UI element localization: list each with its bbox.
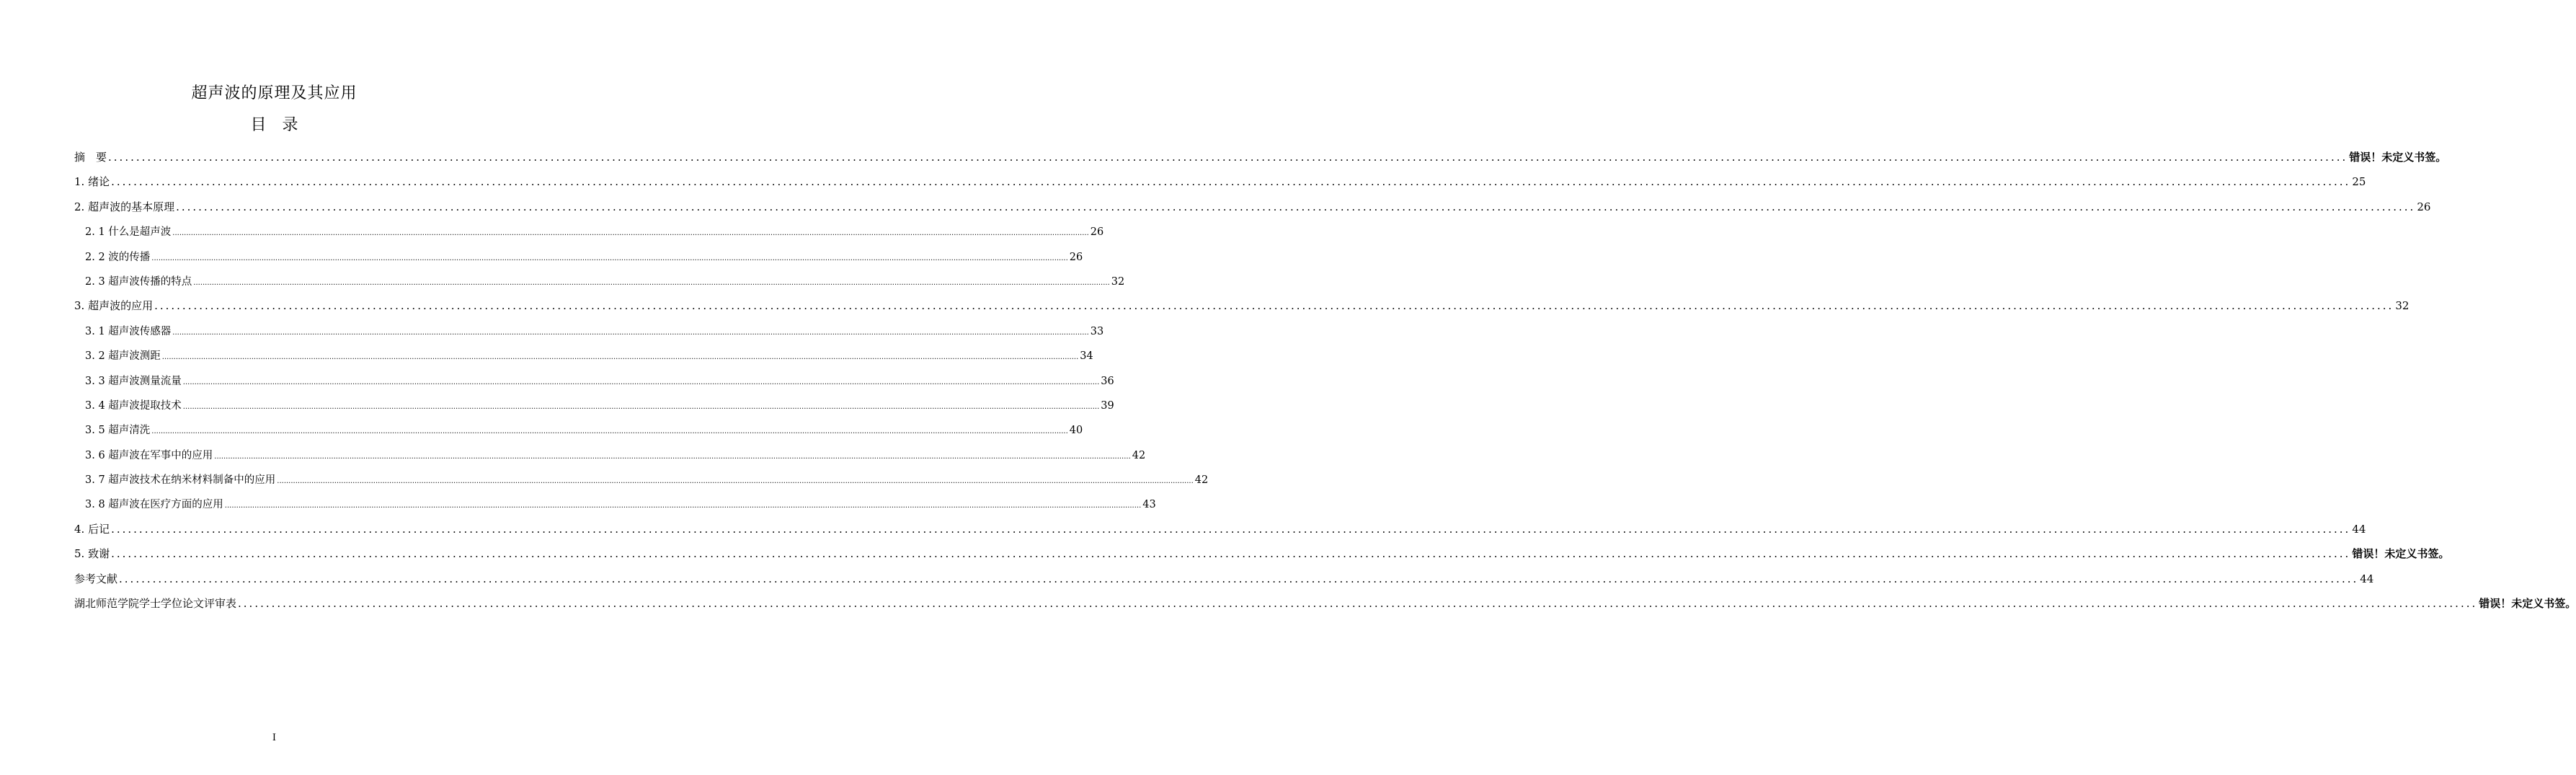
toc-leader-dots: ................................................................................................................................................................................................................................................................................................................................................................................................................	[172, 328, 1089, 337]
toc-entry[interactable]	[74, 273, 1125, 298]
toc-leader-dots: ................................................................................................................................................................................................................................................................................................................................................................................................................	[172, 229, 1089, 238]
toc-entry-page: 26	[1090, 226, 1104, 239]
toc-leader-dots: ................................................................................................................................................................................................................................................................................................................................................................................................................	[151, 254, 1068, 262]
toc-entry-title: 2. 1 什么是超声波	[85, 226, 172, 239]
toc-entry[interactable]	[74, 496, 1156, 521]
toc-entry-page: 39	[1101, 399, 1114, 412]
toc-leader-dots: ................................................................................................................................................................................................................................................................................................................................................................................................................	[182, 402, 1100, 411]
toc-entry[interactable]	[74, 422, 1083, 446]
toc-entry-page: 34	[1080, 350, 1093, 363]
toc-entry[interactable]	[74, 249, 1083, 273]
toc-entry[interactable]	[74, 447, 1146, 471]
toc-entry-title: 2. 2 波的传播	[85, 251, 151, 263]
toc-entry-title: 3. 5 超声清洗	[85, 425, 151, 437]
toc-entry[interactable]	[74, 223, 1104, 248]
toc-entry-page: 26	[2417, 200, 2431, 213]
toc-leader-dots: ................................................................................................................................................................................................................................................................................................................................................................................................................	[111, 175, 2351, 189]
toc-leader-dots: ................................................................................................................................................................................................................................................................................................................................................................................................................	[224, 502, 1142, 510]
toc-entry[interactable]	[74, 373, 1114, 397]
toc-leader-dots: ................................................................................................................................................................................................................................................................................................................................................................................................................	[176, 200, 2416, 213]
toc-heading: 目 录	[250, 116, 298, 134]
toc-entry[interactable]	[74, 471, 1209, 496]
toc-entry[interactable]	[74, 571, 2374, 595]
toc-entry-page: 44	[2360, 572, 2374, 585]
page-number: I	[272, 732, 277, 743]
toc-entry[interactable]	[74, 347, 1093, 372]
toc-entry[interactable]	[74, 397, 1114, 422]
toc-entry-error-text: 错误！未定义书签。	[2349, 151, 2447, 164]
toc-entry-page: 32	[2395, 299, 2410, 313]
toc-entry-title: 2. 超声波的基本原理	[74, 200, 175, 213]
toc-entry-title: 3. 6 超声波在军事中的应用	[85, 449, 213, 461]
toc-leader-dots: ................................................................................................................................................................................................................................................................................................................................................................................................................	[151, 428, 1068, 436]
toc-entry-title: 3. 2 超声波测距	[85, 350, 161, 363]
toc-leader-dots: ................................................................................................................................................................................................................................................................................................................................................................................................................	[277, 477, 1194, 486]
toc-entry-page: 33	[1090, 325, 1104, 337]
toc-entry-page: 44	[2352, 522, 2366, 536]
toc-leader-dots: ................................................................................................................................................................................................................................................................................................................................................................................................................	[193, 278, 1110, 287]
toc-entry-title: 湖北师范学院学士学位论文评审表	[74, 597, 237, 611]
document-title: 超声波的原理及其应用	[191, 84, 357, 102]
toc-entry-title: 参考文献	[74, 572, 118, 585]
toc-entry-title: 3. 1 超声波传感器	[85, 325, 172, 337]
toc-entry-page: 26	[1069, 251, 1083, 263]
toc-entry[interactable]	[74, 199, 2431, 223]
toc-entry-title: 2. 3 超声波传播的特点	[85, 275, 192, 288]
toc-entry-title: 3. 4 超声波提取技术	[85, 399, 182, 412]
toc-entry-page: 40	[1069, 425, 1083, 437]
toc-entry-error-text: 错误！未定义书签。	[2352, 547, 2450, 561]
toc-entry-page: 43	[1142, 499, 1156, 511]
toc-entry[interactable]	[74, 595, 2576, 620]
toc-entry[interactable]	[74, 323, 1104, 347]
toc-leader-dots: ................................................................................................................................................................................................................................................................................................................................................................................................................	[161, 353, 1079, 362]
toc-entry-page: 32	[1111, 275, 1125, 288]
toc-leader-dots: ................................................................................................................................................................................................................................................................................................................................................................................................................	[111, 547, 2351, 561]
toc-entry[interactable]	[74, 149, 2447, 174]
toc-entry[interactable]	[74, 174, 2366, 198]
toc-entry-title: 3. 8 超声波在医疗方面的应用	[85, 499, 223, 511]
toc-leader-dots: ................................................................................................................................................................................................................................................................................................................................................................................................................	[182, 378, 1100, 386]
toc-entry-page: 36	[1101, 375, 1114, 387]
toc-entry-title: 摘 要	[74, 151, 107, 164]
toc-entry-title: 5. 致谢	[74, 547, 110, 561]
toc-leader-dots: ................................................................................................................................................................................................................................................................................................................................................................................................................	[108, 151, 2348, 164]
toc-entry-error-text: 错误！未定义书签。	[2479, 597, 2576, 611]
toc-entry-title: 3. 7 超声波技术在纳米材料制备中的应用	[85, 474, 276, 487]
toc-entry[interactable]	[74, 298, 2410, 322]
toc-entry-page: 42	[1194, 474, 1209, 487]
toc-leader-dots: ................................................................................................................................................................................................................................................................................................................................................................................................................	[238, 597, 2478, 611]
toc-entry[interactable]	[74, 521, 2366, 546]
toc-leader-dots: ................................................................................................................................................................................................................................................................................................................................................................................................................	[154, 299, 2394, 313]
toc-entry-title: 1. 绪论	[74, 175, 110, 189]
toc-entry-page: 25	[2352, 175, 2366, 189]
toc-entry[interactable]	[74, 546, 2450, 570]
toc-entry-page: 42	[1132, 449, 1146, 461]
table-of-contents	[74, 149, 2576, 620]
toc-entry-title: 3. 3 超声波测量流量	[85, 375, 182, 387]
toc-entry-title: 3. 超声波的应用	[74, 299, 154, 313]
toc-leader-dots: ................................................................................................................................................................................................................................................................................................................................................................................................................	[111, 522, 2351, 536]
toc-entry-title: 4. 后记	[74, 522, 110, 536]
toc-leader-dots: ................................................................................................................................................................................................................................................................................................................................................................................................................	[214, 452, 1131, 461]
toc-leader-dots: ................................................................................................................................................................................................................................................................................................................................................................................................................	[119, 572, 2359, 585]
